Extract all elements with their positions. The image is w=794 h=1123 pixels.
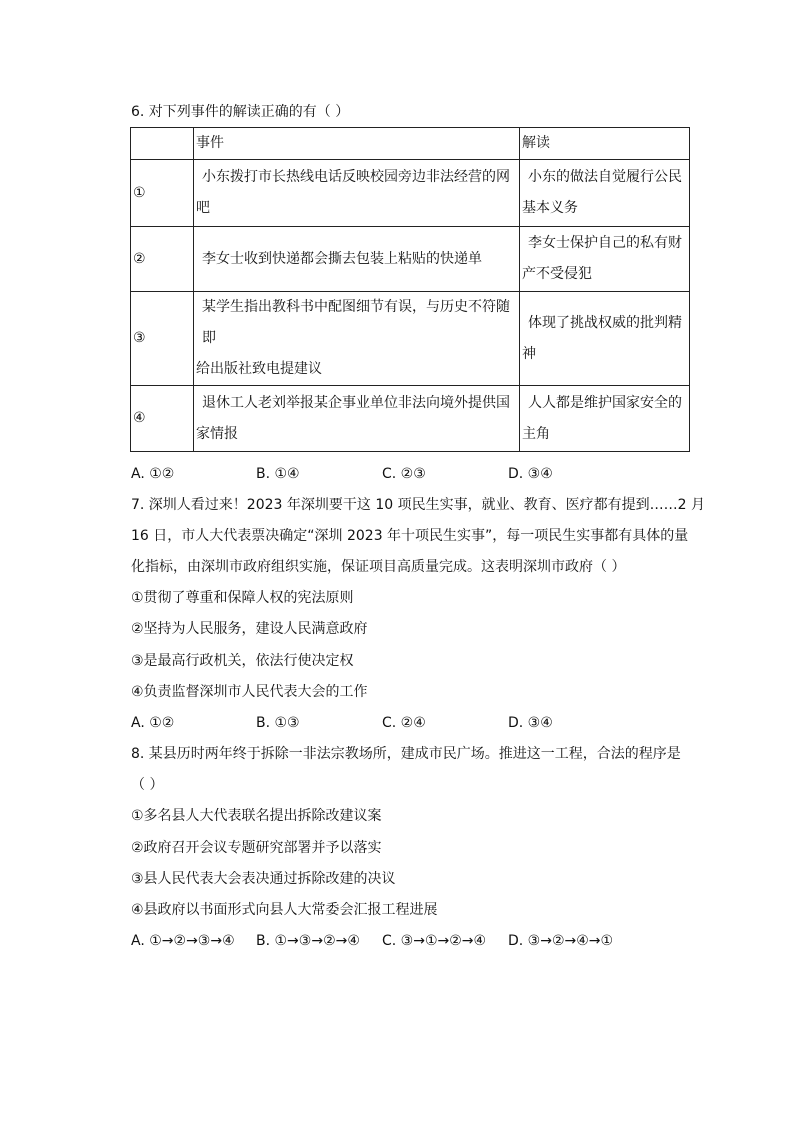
q7-option-a: A. ①②	[131, 715, 175, 731]
q7-option-c: C. ②④	[382, 715, 426, 731]
row-num: ③	[131, 292, 194, 386]
row-interpretation: 人人都是维护国家安全的 主角	[520, 386, 690, 452]
q8-stem-line2: （ ）	[131, 777, 164, 793]
q6-stem: 6. 对下列事件的解读正确的有（ ）	[131, 104, 350, 120]
q8-option-d: D. ③→②→④→①	[508, 933, 614, 949]
row-num: ④	[131, 386, 194, 452]
row-interpretation: 体现了挑战权威的批判精 神	[520, 292, 690, 386]
table-row	[131, 386, 690, 452]
table-row	[131, 292, 690, 386]
header-cell-num	[131, 128, 194, 160]
q7-option-b: B. ①③	[256, 715, 300, 731]
q7-option-d: D. ③④	[508, 715, 553, 731]
q6-option-a: A. ①②	[131, 466, 175, 482]
q8-item-1: ①多名县人大代表联名提出拆除改建议案	[131, 808, 382, 824]
header-cell-interpretation: 解读	[520, 128, 690, 160]
row-num: ②	[131, 227, 194, 292]
q8-option-c: C. ③→①→②→④	[382, 933, 487, 949]
q6-option-b: B. ①④	[256, 466, 300, 482]
row-event: 退休工人老刘举报某企事业单位非法向境外提供国 家情报	[194, 386, 520, 452]
row-event: 小东拨打市长热线电话反映校园旁边非法经营的网 吧	[194, 160, 520, 227]
row-interpretation: 李女士保护自己的私有财 产不受侵犯	[520, 227, 690, 292]
q7-item-2: ②坚持为人民服务，建设人民满意政府	[131, 621, 368, 637]
q8-item-3: ③县人民代表大会表决通过拆除改建的决议	[131, 871, 396, 887]
q8-item-2: ②政府召开会议专题研究部署并予以落实	[131, 840, 382, 856]
q8-stem-line1: 8. 某县历时两年终于拆除一非法宗教场所，建成市民广场。推进这一工程，合法的程序是	[131, 746, 681, 762]
q8-option-a: A. ①→②→③→④	[131, 933, 235, 949]
q7-stem-line2: 16 日，市人大代表票决确定“深圳 2023 年十项民生实事”，每一项民生实事都有具体的量	[131, 528, 689, 544]
row-interpretation: 小东的做法自觉履行公民 基本义务	[520, 160, 690, 227]
q7-item-3: ③是最高行政机关，依法行使决定权	[131, 653, 354, 669]
q8-option-b: B. ①→③→②→④	[256, 933, 360, 949]
row-event: 某学生指出教科书中配图细节有误，与历史不符随即 给出版社致电提建议	[194, 292, 520, 386]
q7-item-4: ④负责监督深圳市人民代表大会的工作	[131, 684, 368, 700]
q6-option-d: D. ③④	[508, 466, 553, 482]
q8-item-4: ④县政府以书面形式向县人大常委会汇报工程进展	[131, 902, 438, 918]
table-row	[131, 227, 690, 292]
q7-stem-line3: 化指标，由深圳市政府组织实施，保证项目高质量完成。这表明深圳市政府（ ）	[131, 559, 626, 575]
q7-item-1: ①贯彻了尊重和保障人权的宪法原则	[131, 590, 354, 606]
q7-stem-line1: 7. 深圳人看过来！2023 年深圳要干这 10 项民生实事，就业、教育、医疗都有提到……2 月	[131, 497, 705, 513]
q6-table	[130, 127, 690, 452]
row-event: 李女士收到快递都会撕去包装上粘贴的快递单	[194, 227, 520, 292]
q6-option-c: C. ②③	[382, 466, 426, 482]
table-row	[131, 160, 690, 227]
header-cell-event: 事件	[194, 128, 520, 160]
table-header-row	[131, 128, 690, 160]
row-num: ①	[131, 160, 194, 227]
